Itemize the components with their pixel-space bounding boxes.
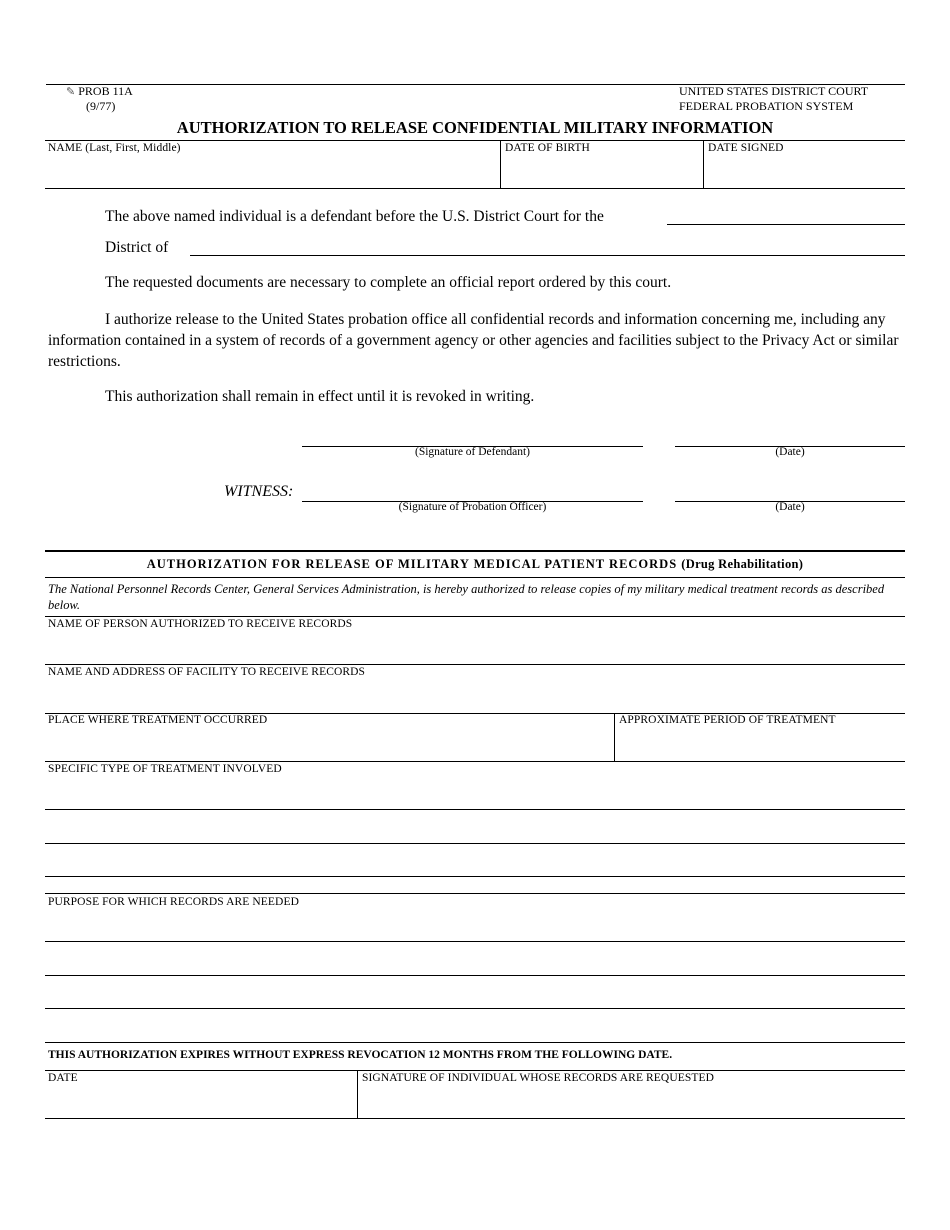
witness-label: WITNESS:	[224, 483, 294, 500]
field-divider	[357, 1070, 358, 1118]
section-rule	[45, 550, 905, 552]
district-underline	[190, 255, 905, 256]
revocation-statement: This authorization shall remain in effect until it is revoked in writing.	[105, 388, 535, 405]
treatment-type-label: SPECIFIC TYPE OF TREATMENT INVOLVED	[48, 763, 282, 775]
field-divider	[703, 140, 704, 188]
person-field[interactable]	[48, 634, 903, 662]
person-label: NAME OF PERSON AUTHORIZED TO RECEIVE RECORDS	[48, 618, 353, 630]
purpose-line[interactable]	[45, 1042, 905, 1043]
defendant-date-caption: (Date)	[775, 446, 805, 458]
purpose-line[interactable]	[45, 941, 905, 942]
fields-top-rule	[45, 140, 905, 141]
fields-bottom-rule	[45, 188, 905, 189]
purpose-statement: The requested documents are necessary to complete an official report ordered by this court.	[105, 274, 672, 291]
court-field[interactable]	[667, 204, 905, 224]
treatment-line[interactable]	[45, 843, 905, 844]
name-label: NAME (Last, First, Middle)	[48, 142, 181, 154]
expiry-notice: THIS AUTHORIZATION EXPIRES WITHOUT EXPRESS REVOCATION 12 MONTHS FROM THE FOLLOWING DATE.	[48, 1049, 673, 1061]
court-underline	[667, 224, 905, 225]
purpose-label: PURPOSE FOR WHICH RECORDS ARE NEEDED	[48, 896, 299, 908]
individual-signature-field[interactable]	[362, 1088, 903, 1116]
heading-rule	[45, 577, 905, 578]
page-title: AUTHORIZATION TO RELEASE CONFIDENTIAL MILITARY INFORMATION	[176, 118, 774, 137]
form-bottom-rule	[45, 1118, 905, 1119]
purpose-line[interactable]	[45, 975, 905, 976]
pencil-icon: ✎	[66, 86, 76, 98]
form-id: ✎ PROB 11A	[66, 84, 133, 98]
form-rule	[45, 1070, 905, 1071]
name-field[interactable]	[48, 160, 496, 186]
defendant-signature-caption: (Signature of Defendant)	[415, 446, 530, 458]
form-date: (9/77)	[86, 99, 116, 113]
form-rule	[45, 616, 905, 617]
dob-field[interactable]	[504, 160, 700, 186]
date-label: DATE	[48, 1072, 78, 1084]
court-name: UNITED STATES DISTRICT COURT	[679, 84, 869, 98]
medical-intro: The National Personnel Records Center, General Services Administration, is hereby authorized to release copies of my military medical treatment records as described below.	[48, 582, 885, 612]
field-divider	[500, 140, 501, 188]
defendant-statement: The above named individual is a defendant before the U.S. District Court for the	[105, 208, 604, 225]
date-field[interactable]	[48, 1088, 353, 1116]
individual-signature-label: SIGNATURE OF INDIVIDUAL WHOSE RECORDS ARE REQUESTED	[362, 1072, 715, 1084]
form-rule	[45, 664, 905, 665]
dob-label: DATE OF BIRTH	[505, 142, 590, 154]
date-signed-field[interactable]	[707, 160, 903, 186]
period-field[interactable]	[619, 730, 903, 758]
treatment-line[interactable]	[45, 809, 905, 810]
form-rule	[45, 761, 905, 762]
officer-signature-caption: (Signature of Probation Officer)	[398, 501, 547, 513]
purpose-line[interactable]	[45, 1008, 905, 1009]
treatment-line[interactable]	[45, 876, 905, 877]
district-field[interactable]	[190, 235, 905, 255]
authorization-paragraph: I authorize release to the United States probation office all confidential records and information concerning me, including any information contained in a system of records of a government agency or other agencies and facilities subject to the Privacy Act or similar restrictions.	[48, 311, 899, 370]
facility-field[interactable]	[48, 682, 903, 710]
facility-label: NAME AND ADDRESS OF FACILITY TO RECEIVE RECORDS	[48, 666, 366, 678]
probation-system: FEDERAL PROBATION SYSTEM	[679, 99, 854, 113]
place-field[interactable]	[48, 730, 610, 758]
officer-date-caption: (Date)	[775, 501, 805, 513]
district-label: District of	[105, 239, 169, 256]
form-rule	[45, 893, 905, 894]
field-divider	[614, 713, 615, 761]
period-label: APPROXIMATE PERIOD OF TREATMENT	[619, 714, 836, 726]
date-signed-label: DATE SIGNED	[708, 142, 784, 154]
medical-heading: AUTHORIZATION FOR RELEASE OF MILITARY MEDICAL PATIENT RECORDS (Drug Rehabilitation)	[146, 557, 804, 571]
place-label: PLACE WHERE TREATMENT OCCURRED	[48, 714, 268, 726]
